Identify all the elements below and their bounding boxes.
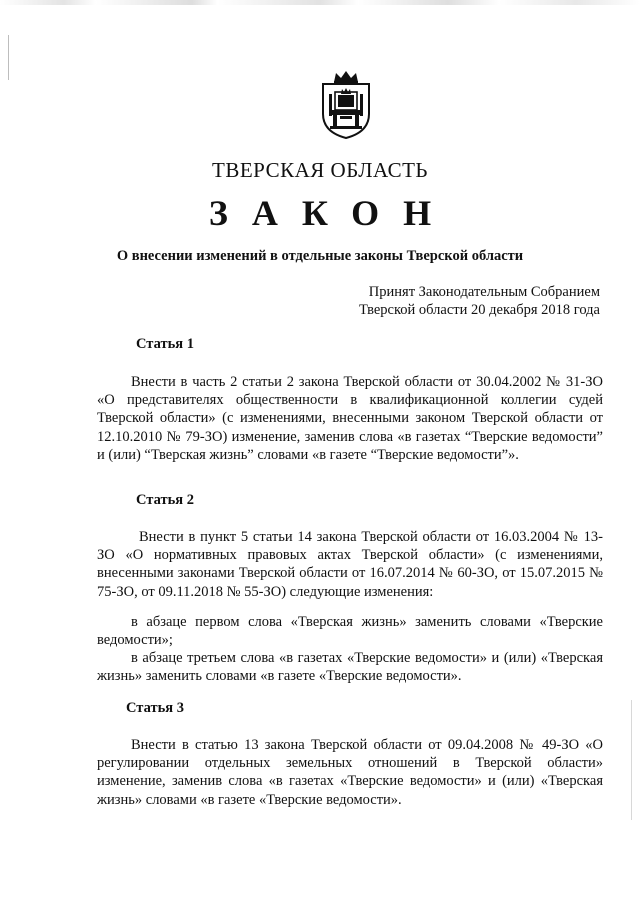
article-3-paragraph-1: Внести в статью 13 закона Тверской области от 09.04.2008 № 49-ЗО «О регулировании отдельных земельных отношений в Тверской области» изменение, заменив слова «в газетах «Тверские ведомости» и (или) «Тверская жизнь» словами «в газете «Тверские ведомости». <box>97 737 603 808</box>
article-1-paragraph-1: Внести в часть 2 статьи 2 закона Тверской области от 30.04.2002 № 31-ЗО «О представителях общественности в квалификационной коллегии судей Тверской области» (с изменениями, внесенными законом Тверской области от 12.10.2010 № 79-ЗО) изменение, заменив слова «в газетах “Тверские ведомости” и (или) “Тверская жизнь” словами «в газете “Тверские ведомости”». <box>97 374 603 463</box>
article-2-paragraph-1: Внести в пункт 5 статьи 14 закона Тверской области от 16.03.2004 № 13-ЗО «О нормативных правовых актах Тверской области» (с изменениями, внесенными законами Тверской области от 16.07.2014 № 60-ЗО, от 15.07.2015 № 75-ЗО, от 09.11.2018 № 55-ЗО) следующие изменения: <box>97 529 603 600</box>
law-subtitle: О внесении изменений в отдельные законы Тверской области <box>116 248 524 264</box>
adoption-line-2: Тверской области 20 декабря 2018 года <box>358 302 600 318</box>
region-name: ТВЕРСКАЯ ОБЛАСТЬ <box>212 158 428 182</box>
article-3-title: Статья 3 <box>126 700 184 716</box>
scan-artifact-left <box>8 35 9 80</box>
adoption-line-1: Принят Законодательным Собранием <box>368 284 600 300</box>
article-2-paragraph-3: в абзаце третьем слова «в газетах «Тверские ведомости» и (или) «Тверская жизнь» заменить словами «в газете «Тверские ведомости». <box>97 650 603 685</box>
scan-artifact-top <box>0 0 640 5</box>
scan-artifact-right <box>631 700 632 820</box>
document-type: ЗАКОН <box>208 193 456 233</box>
article-2-title: Статья 2 <box>136 492 194 508</box>
article-1-title: Статья 1 <box>136 336 194 352</box>
article-2-paragraph-2: в абзаце первом слова «Тверская жизнь» заменить словами «Тверские ведомости»; <box>97 614 603 649</box>
tver-coat-of-arms-icon <box>320 70 372 140</box>
adoption-note <box>359 283 600 319</box>
